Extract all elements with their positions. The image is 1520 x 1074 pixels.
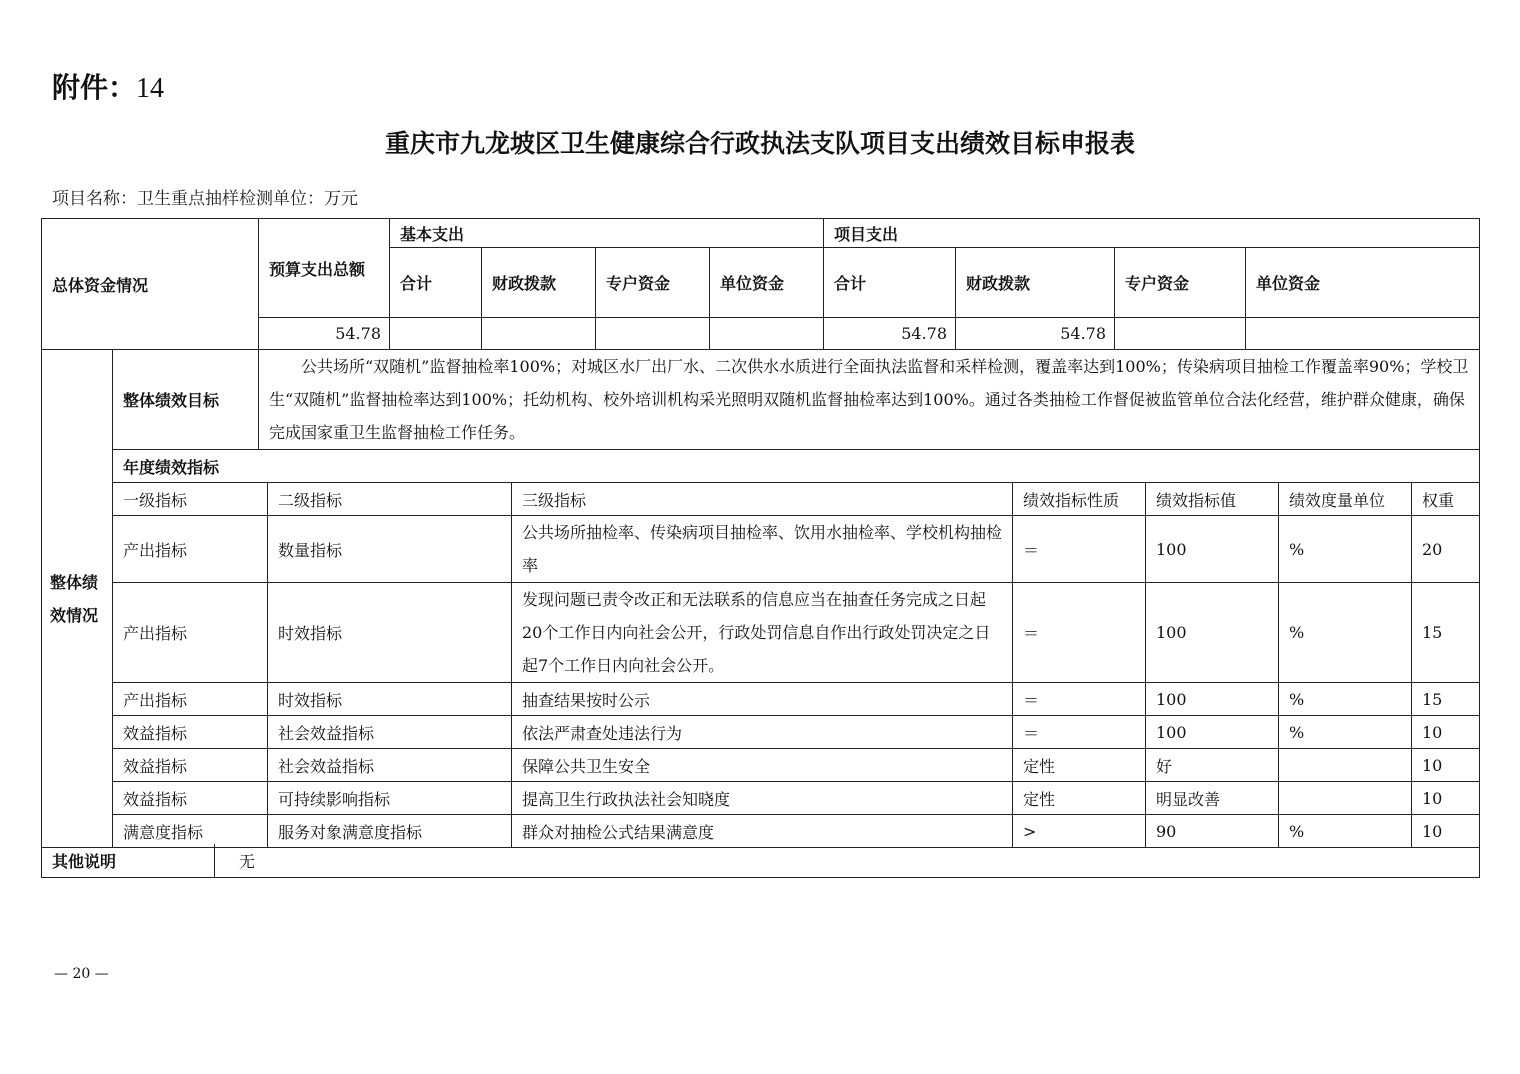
budget-total-label: 预算支出总额 <box>259 219 390 318</box>
row-unit: % <box>1279 683 1412 716</box>
basic-fiscal-value <box>482 318 596 350</box>
attachment-number: 14 <box>136 73 165 104</box>
row-unit: % <box>1279 583 1412 683</box>
indicator-header-row <box>42 483 1480 516</box>
other-notes-table <box>41 844 1480 878</box>
basic-total-value <box>390 318 482 350</box>
header-level3: 三级指标 <box>512 483 1013 516</box>
row-level3: 提高卫生行政执法社会知晓度 <box>512 782 1013 815</box>
page-title: 重庆市九龙坡区卫生健康综合行政执法支队项目支出绩效目标申报表 <box>384 129 1135 158</box>
row-nature: ＝ <box>1013 516 1146 583</box>
row-value: 明显改善 <box>1146 782 1279 815</box>
row-level1: 满意度指标 <box>113 815 268 848</box>
table-row <box>42 583 1480 683</box>
row-level3: 群众对抽检公式结果满意度 <box>512 815 1013 848</box>
basic-expense-header: 基本支出 <box>390 219 824 248</box>
row-weight: 20 <box>1412 516 1480 583</box>
row-weight: 15 <box>1412 683 1480 716</box>
basic-fiscal-header: 财政拨款 <box>482 248 596 318</box>
row-level2: 可持续影响指标 <box>268 782 512 815</box>
basic-special-header: 专户资金 <box>596 248 710 318</box>
basic-unit-header: 单位资金 <box>710 248 824 318</box>
row-unit: % <box>1279 516 1412 583</box>
overall-goal-label: 整体绩效目标 <box>113 350 259 450</box>
row-level2: 服务对象满意度指标 <box>268 815 512 848</box>
table-row <box>42 782 1480 815</box>
row-level2: 时效指标 <box>268 683 512 716</box>
row-nature: 定性 <box>1013 749 1146 782</box>
row-level2: 社会效益指标 <box>268 749 512 782</box>
row-value: 100 <box>1146 516 1279 583</box>
project-special-header: 专户资金 <box>1115 248 1246 318</box>
header-nature: 绩效指标性质 <box>1013 483 1146 516</box>
other-notes-value: 无 <box>215 844 1480 877</box>
table-row <box>42 516 1480 583</box>
performance-section-label: 整体绩效情况 <box>42 350 113 848</box>
table-row <box>42 749 1480 782</box>
table-row <box>42 683 1480 716</box>
header-level1: 一级指标 <box>113 483 268 516</box>
row-weight: 10 <box>1412 716 1480 749</box>
row-weight: 15 <box>1412 583 1480 683</box>
basic-special-value <box>596 318 710 350</box>
row-level3: 发现问题已责令改正和无法联系的信息应当在抽查任务完成之日起20个工作日内向社会公开，行政处罚信息自作出行政处罚决定之日起7个工作日内向社会公开。 <box>512 583 1013 683</box>
header-value: 绩效指标值 <box>1146 483 1279 516</box>
row-nature: ＝ <box>1013 583 1146 683</box>
funds-section-label: 总体资金情况 <box>42 219 259 350</box>
row-nature: ＝ <box>1013 716 1146 749</box>
row-level1: 效益指标 <box>113 716 268 749</box>
row-weight: 10 <box>1412 782 1480 815</box>
row-nature: > <box>1013 815 1146 848</box>
row-level2: 时效指标 <box>268 583 512 683</box>
budget-total-value: 54.78 <box>259 318 390 350</box>
row-value: 100 <box>1146 716 1279 749</box>
row-unit: % <box>1279 716 1412 749</box>
project-fiscal-value: 54.78 <box>956 318 1115 350</box>
attachment-label: 附件：14 <box>52 71 165 104</box>
row-level1: 产出指标 <box>113 583 268 683</box>
row-nature: 定性 <box>1013 782 1146 815</box>
header-unit: 绩效度量单位 <box>1279 483 1412 516</box>
project-total-value: 54.78 <box>824 318 956 350</box>
table-row <box>42 815 1480 848</box>
row-weight: 10 <box>1412 815 1480 848</box>
other-notes-label: 其他说明 <box>42 844 215 877</box>
table-row <box>42 716 1480 749</box>
row-nature: ＝ <box>1013 683 1146 716</box>
overall-goal-text: 公共场所“双随机”监督抽检率100%；对城区水厂出厂水、二次供水水质进行全面执法监督和采样检测，覆盖率达到100%；传染病项目抽检工作覆盖率90%；学校卫生“双随机”监督抽检率达到100%；托幼机构、校外培训机构采光照明双随机监督抽检率达到100%。通过各类抽检工作督促被监管单位合法化经营，维护群众健康，确保完成国家重卫生监督抽检工作任务。 <box>259 350 1480 450</box>
header-level2: 二级指标 <box>268 483 512 516</box>
row-level2: 数量指标 <box>268 516 512 583</box>
row-level3: 抽查结果按时公示 <box>512 683 1013 716</box>
row-value: 90 <box>1146 815 1279 848</box>
row-unit <box>1279 782 1412 815</box>
basic-total-header: 合计 <box>390 248 482 318</box>
annual-indicators-label: 年度绩效指标 <box>113 450 1480 483</box>
row-level1: 产出指标 <box>113 516 268 583</box>
project-special-value <box>1115 318 1246 350</box>
row-value: 好 <box>1146 749 1279 782</box>
row-level3: 保障公共卫生安全 <box>512 749 1013 782</box>
row-unit: % <box>1279 815 1412 848</box>
row-level2: 社会效益指标 <box>268 716 512 749</box>
funds-table <box>41 218 1480 350</box>
row-weight: 10 <box>1412 749 1480 782</box>
project-unit-header: 单位资金 <box>1246 248 1480 318</box>
header-weight: 权重 <box>1412 483 1480 516</box>
row-unit <box>1279 749 1412 782</box>
row-level3: 依法严肃查处违法行为 <box>512 716 1013 749</box>
row-value: 100 <box>1146 683 1279 716</box>
row-level1: 效益指标 <box>113 782 268 815</box>
row-level3: 公共场所抽检率、传染病项目抽检率、饮用水抽检率、学校机构抽检率 <box>512 516 1013 583</box>
project-unit-value <box>1246 318 1480 350</box>
row-level1: 效益指标 <box>113 749 268 782</box>
performance-table <box>41 349 1480 848</box>
page-number: — 20 — <box>54 966 109 982</box>
basic-unit-value <box>710 318 824 350</box>
project-total-header: 合计 <box>824 248 956 318</box>
row-value: 100 <box>1146 583 1279 683</box>
row-level1: 产出指标 <box>113 683 268 716</box>
project-expense-header: 项目支出 <box>824 219 1480 248</box>
project-fiscal-header: 财政拨款 <box>956 248 1115 318</box>
project-info: 项目名称：卫生重点抽样检测单位：万元 <box>52 189 358 209</box>
